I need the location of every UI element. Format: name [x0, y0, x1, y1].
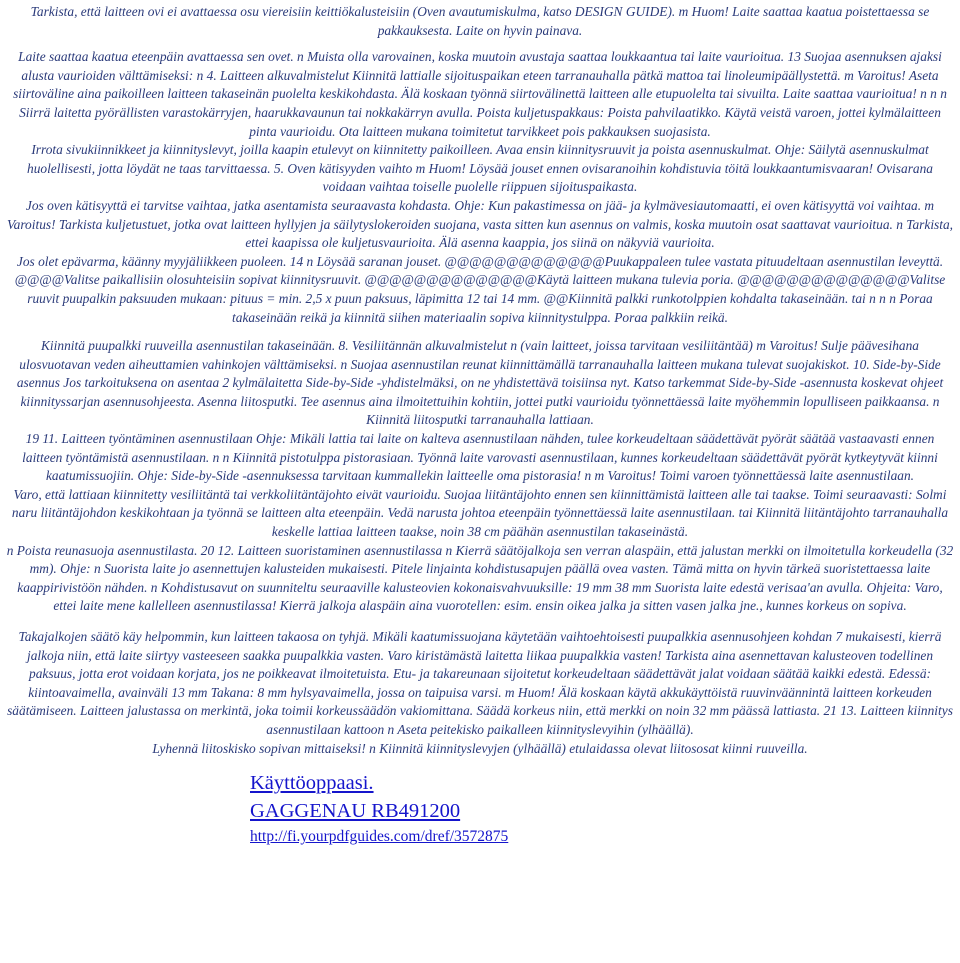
paragraph-7: 19 11. Laitteen työntäminen asennustilaan Ohje: Mikäli lattia tai laite on kalteva asennustilaan nähden, tulee korkeudeltaan säädettävät pyörät säätää vastaavasti ennen laitteen työntämistä asennustilaan. n n Kiinnitä pistotulppa pistorasiaan. Työnnä laite varovasti asennustilaan, kunnes korkeudeltaan säädettävät pyörät kytkeytyvät kiinni kaatumissuojiin. Ohje: Side-by-Side -asennuksessa tarvitaan kummallekin laitteelle oma pistorasia! n m Varoitus! Toimi varoen työnnettäessä laite asennustilaan. — [22, 431, 938, 484]
paragraph-5: Jos olet epävarma, käänny myyjäliikkeen puoleen. 14 n Löysää saranan jouset. @@@@@@@@@@@@@Puukappaleen tulee vastata pituudeltaan asennustilan leveyttä. @@@@Valitse paikallisiin olosuhteisiin sopivat kiinnitysruuvit. @@@@@@@@@@@@@@Käytä laitteen mukana tulevia poria. @@@@@@@@@@@@@@Valitse ruuvit puupalkin paksuuden mukaan: pituus = min. 2,5 x puun paksuus, läpimitta 12 tai 14 mm. @@Kiinnitä palkki runkotolppien kohdalta takaseinään. tai n n n Poraa takaseinään reikä ja kiinnitä siihen materiaalin sopiva kiinnitystulppa. Poraa palkkiin reikä. — [14, 253, 946, 325]
paragraph-4: Jos oven kätisyyttä ei tarvitse vaihtaa, jatka asentamista seuraavasta kohdasta. Ohje: Kun pakastimessa on jää- ja kylmävesiautomaatti, ei oven kätisyyttä voi vaihtaa. m Varoitus! Tarkista kuljetustuet, jotka ovat laitteen hyllyjen ja säilytyslokeroiden suojana, vasta sitten kun asennus on valmis, koska muutoin osat saattavat vaurioitua. n Tarkista, ettei kaapissa ole kuljetusvaurioita. Älä asenna kaappia, jos siinä on näkyviä vaurioita. — [6, 197, 954, 251]
model-link[interactable]: GAGGENAU RB491200 — [250, 800, 461, 823]
paragraph-10: Takajalkojen säätö käy helpommin, kun laitteen takaosa on tyhjä. Mikäli kaatumissuojana käytetään vaihtoehtoisesti puupalkkia asennusohjeen kohdan 7 mukaisesti, kierrä jalkoja niin, että laite siirtyy vasteeseen saakka puupalkkia vasten. Varo kiristämästä laitetta liikaa puupalkkia vasten! Tarkista aina asennettavan kalusteoven todellinen paksuus, jotta erot voidaan korjata, jos ne poikkeavat ilmoitetuista. Etu- ja takareunaan sijoitetut korkeudeltaan säädettävät jalat voidaan säätää kaikki edestä. Edessä: kiintoavaimella, avainväli 13 mm Takana: 8 mm hylsyavaimella, jossa on taipuisa varsi. m Huom! Älä koskaan käytä akkukäyttöistä ruuvinväännintä laitteen korkeuden säätämiseen. Laitteen jalustassa on merkintä, joka toimii korkeussäädön vakiomittana. Säädä korkeus niin, että merkki on noin 32 mm päässä lattiasta. 21 13. Laitteen kiinnitys asennustilaan kattoon n Aseta peitekisko paikalleen kiinnityslevyihin (ylhäällä). — [7, 629, 953, 737]
paragraph-9: n Poista reunasuoja asennustilasta. 20 12. Laitteen suoristaminen asennustilassa n Kierrä säätöjalkoja sen verran alaspäin, että jalustan merkki on ilmoitetulla korkeudella (32 mm). Ohje: n Suorista laite jo asennettujen kalusteiden mukaisesti. Pitele linjainta kohdistusapujen päällä ovea vasten. Tämä mitta on hyvin tärkeä suoristettaessa laite kaappirivistöön nähden. n Kohdistusavut on suunniteltu seuraaville kalusteovien kokonaisvahvuuksille: 19 mm 38 mm Suorista laite edestä verisaa'an avulla. Ohjeita: Varo, ettei laite mene kallelleen asennustilassa! Kierrä jalkoja alaspäin aina vuorotellen: esim. ensin oikea jalka ja sitten vasen jalka jne., kunnes korkeus on sopiva. — [6, 542, 954, 614]
paragraph-2: Laite saattaa kaatua eteenpäin avattaessa sen ovet. n Muista olla varovainen, koska muutoin avustaja saattaa loukkaantua tai laite vaurioitua. 13 Suojaa asennuksen ajaksi alusta vaurioiden välttämiseksi: n 4. Laitteen alkuvalmistelut Kiinnitä lattialle sijoituspaikan eteen tarranauhalla pätkä mattoa tai linoleumipäällystettä. m Varoitus! Aseta siirtoväline aina paikoilleen laitteen takaseinän puolelta keskikohdasta. Älä koskaan työnnä siirtovälinettä laitteen alle etupuolelta tai sivuilta. Laite saattaa vaurioitua! n n n Siirrä laitetta pyörällisten varastokärryjen, haarukkavaunun tai nokkakärryn avulla. Poista kuljetuspakkaus: Poista pahvilaatikko. Käytä veistä varoen, jottei kylmälaitteen pinta vaurioidu. Ota laitteen mukana toimitetut tarvikkeet pois pakkauksen suojasista. — [13, 49, 947, 139]
paragraph-1: Tarkista, että laitteen ovi ei avattaessa osu viereisiin keittiökalusteisiin (Oven avautumiskulma, katso DESIGN GUIDE). m Huom! Laite saattaa kaatua poistettaessa se pakkauksesta. Laite on hyvin painava. — [30, 4, 930, 38]
download-links — [250, 770, 954, 849]
manual-link[interactable]: Käyttöoppaasi. — [250, 772, 374, 795]
paragraph-11: Lyhennä liitoskisko sopivan mittaiseksi! n Kiinnitä kiinnityslevyjen (ylhäällä) etulaidassa olevat liitososat kiinni ruuveilla. — [152, 740, 808, 756]
paragraph-8: Varo, että lattiaan kiinnitetty vesiliitäntä tai verkkoliitäntäjohto eivät vaurioidu. Suojaa liitäntäjohto ennen sen kiinnittämistä laitteen alle tai taakse. Toimi seuraavasti: Solmi naru liitäntäjohdon keskikohtaan ja työnnä se laitteen alta eteenpäin. Vedä narusta johtoa eteenpäin työnnettäessä laite asennustilaan. tai Kiinnitä liitäntäjohto tarranauhalla keskelle lattiaa laitteen taakse, noin 38 cm päähän asennustilan takaseinästä. — [11, 486, 949, 540]
paragraph-3: Irrota sivukiinnikkeet ja kiinnityslevyt, joilla kaapin etulevyt on kiinnitetty paikoilleen. Avaa ensin kiinnitysruuvit ja poista asennuskulmat. Ohje: Säilytä asennuskulmat huolellisesti, jotta löydät ne taas tarvittaessa. 5. Oven kätisyyden vaihto m Huom! Löysää jouset ennen ovisaranoihin kohdistuvia töitä loukkaantumisvaaran! Ovisarana voidaan vaihtaa toiselle puolelle riippuen sijoituspaikasta. — [27, 142, 933, 195]
url-link[interactable]: http://fi.yourpdfguides.com/dref/3572875 — [250, 828, 509, 846]
paragraph-6: Kiinnitä puupalkki ruuveilla asennustilan takaseinään. 8. Vesiliitännän alkuvalmistelut n (vain laitteet, joissa tarvitaan vesiliitäntää) m Varoitus! Sulje päävesihana ulosvuotavan veden aiheuttamien vahinkojen välttämiseksi. n Suojaa asennustilan reunat kiinnittämällä tarranauhalla laitteen mukana tulevat suojakiskot. 10. Side-by-Side asennus Jos tarkoituksena on asentaa 2 kylmälaitetta Side-by-Side -yhdistelmäksi, on ne yhdistettävä toisiinsa nyt. Katso tarkemmat Side-by-Side -asennusta koskevat ohjeet kiinnityssarjan asennusohjeesta. Asenna liitosputki. Tee asennus aina ilmoitettuihin kohtiin, jottei putki vaurioidu työnnettäessä laite myöhemmin lopulliseen paikkaansa. n Kiinnitä liitosputki tarranauhalla lattiaan. — [16, 338, 944, 428]
